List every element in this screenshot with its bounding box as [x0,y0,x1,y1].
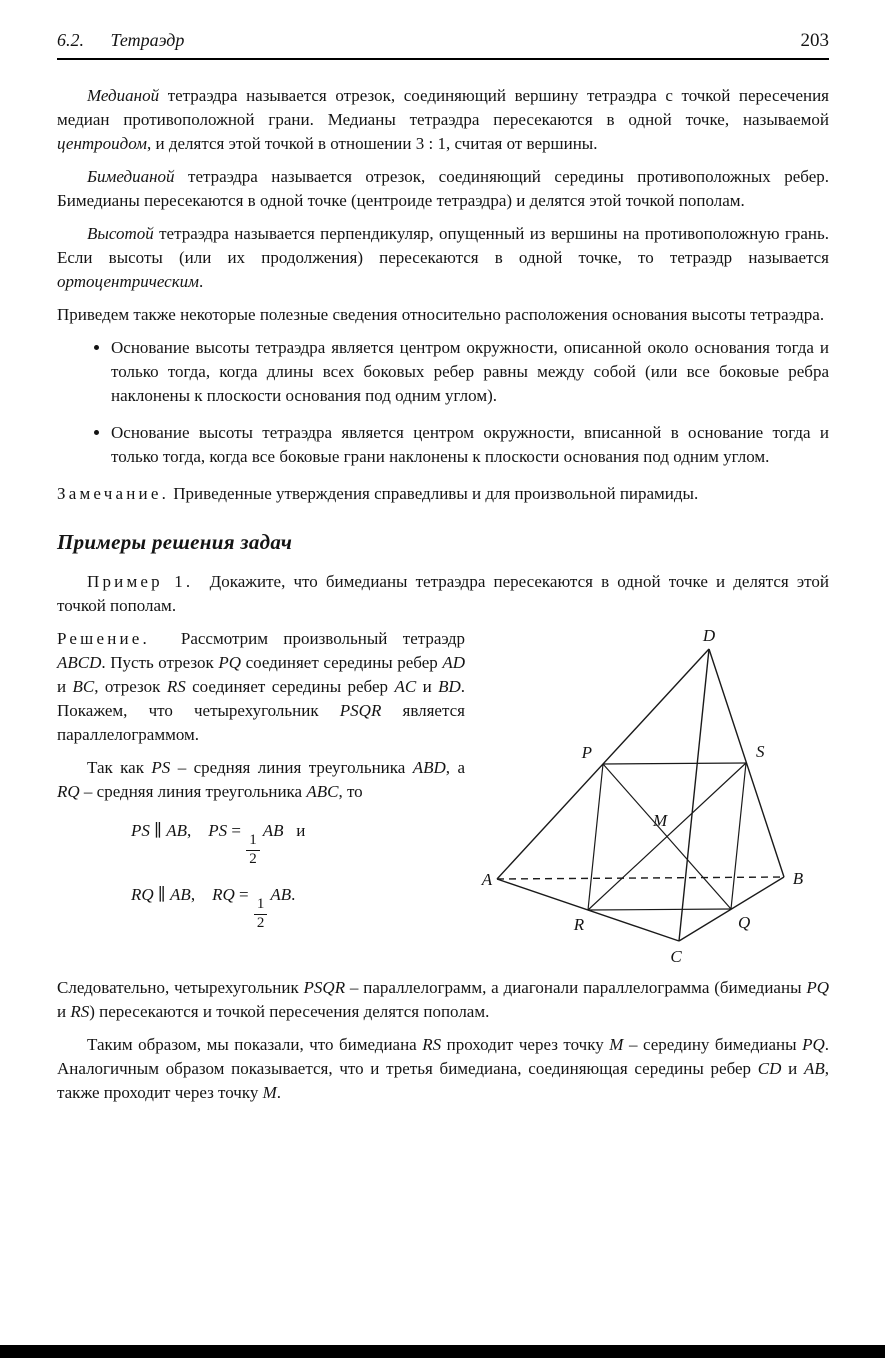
label-center-m: M [653,811,668,830]
tetrahedron-diagram [479,627,831,969]
tetrahedron-figure [479,627,831,976]
paragraph-conclusion-1: Следовательно, четырехугольник PSQR – параллелограмм, а диагонали параллелограмма (бимедианы PQ и RS) пересекаются и точкой пересечения делятся пополам. [57,978,829,1021]
paragraph-conclusion-2: Таким образом, мы показали, что бимедиана RS проходит через точку M – середину бимедианы PQ. Аналогичным образом показывается, что и третья бимедиана, соединяющая середины ребер CD и AB, также проходит через точку M. [57,1035,829,1102]
vertex-labels [481,627,804,966]
solution-paragraph-2: Так как PS – средняя линия треугольника ABD, а RQ – средняя линия треугольника ABC, то [57,758,465,801]
formula-rq-parallel-ab: RQ ∥ AB, RQ = $\frac{1}{2}$ AB. [131,884,296,931]
label-vertex-b: B [792,869,804,888]
page-body [57,60,829,1105]
section-number: 6.2. [57,30,84,50]
examples-heading: Примеры решения задач [57,530,293,554]
paragraph-remark: Замечание. Приведенные утверждения справедливы и для произвольной пирамиды. [57,484,699,503]
tetrahedron-edges [497,649,784,941]
solution-text-column [57,627,465,976]
formula-ps-parallel-ab: PS ∥ AB, PS = $\frac{1}{2}$ AB и [131,821,306,867]
hidden-edge-ab [497,877,784,879]
page-header [57,30,829,60]
page-number: 203 [800,30,829,51]
label-vertex-c: C [670,947,682,966]
paragraph-facts-intro: Приведем также некоторые полезные сведения относительно расположения основания высоты тетраэдра. [57,305,825,324]
running-head [57,30,184,51]
paragraph-median-definition: Медианой тетраэдра называется отрезок, соединяющий вершину тетраэдра с точкой пересечения медиан противоположной грани. Медианы тетраэдра пересекаются в одной точке, называемой центроидом, и делятся этой точкой в отношении 3 : 1, считая от вершины. [57,86,829,153]
label-midpoint-p: P [581,743,592,762]
page-bottom-bar [0,1345,885,1358]
label-midpoint-r: R [573,915,585,934]
parallelogram-and-bimedians [588,763,746,910]
label-midpoint-s: S [756,742,765,761]
facts-list [89,336,829,469]
label-vertex-d: D [702,627,716,645]
paragraph-height-definition: Высотой тетраэдра называется перпендикуляр, опущенный из вершины на противоположную грань. Если высоты (или их продолжения) пересекаются в одной точке, то тетраэдр называется ортоцентрическим. [57,224,829,291]
paragraph-example-1: Пример 1. Докажите, что бимедианы тетраэдра пересекаются в одной точке и делятся этой точкой пополам. [57,572,829,615]
fact-inscribed-circle: • Основание высоты тетраэдра является центром окружности, вписанной в основание тогда и только тогда, когда все боковые грани наклонены к плоскости основания под одним углом. [111,421,829,469]
paragraph-bimedian-definition: Бимедианой тетраэдра называется отрезок, соединяющий середины противоположных ребер. Бимедианы пересекаются в одной точке (центроиде тетраэдра) и делятся этой точкой пополам. [57,167,829,210]
solution-block [57,627,829,976]
label-vertex-a: A [481,870,493,889]
solution-paragraph-1: Решение. Рассмотрим произвольный тетраэдр ABCD. Пусть отрезок PQ соединяет середины ребер AD и BC, отрезок RS соединяет середины ребер AC и BD. Покажем, что четырехугольник PSQR является параллелограммом. [57,629,465,744]
fact-circumscribed-circle: • Основание высоты тетраэдра является центром окружности, описанной около основания тогда и только тогда, когда длины всех боковых ребер равны между собой (или все боковые ребра наклонены к плоскости основания под одним углом). [111,336,829,408]
section-title: Тетраэдр [110,30,185,50]
label-midpoint-q: Q [738,913,751,932]
